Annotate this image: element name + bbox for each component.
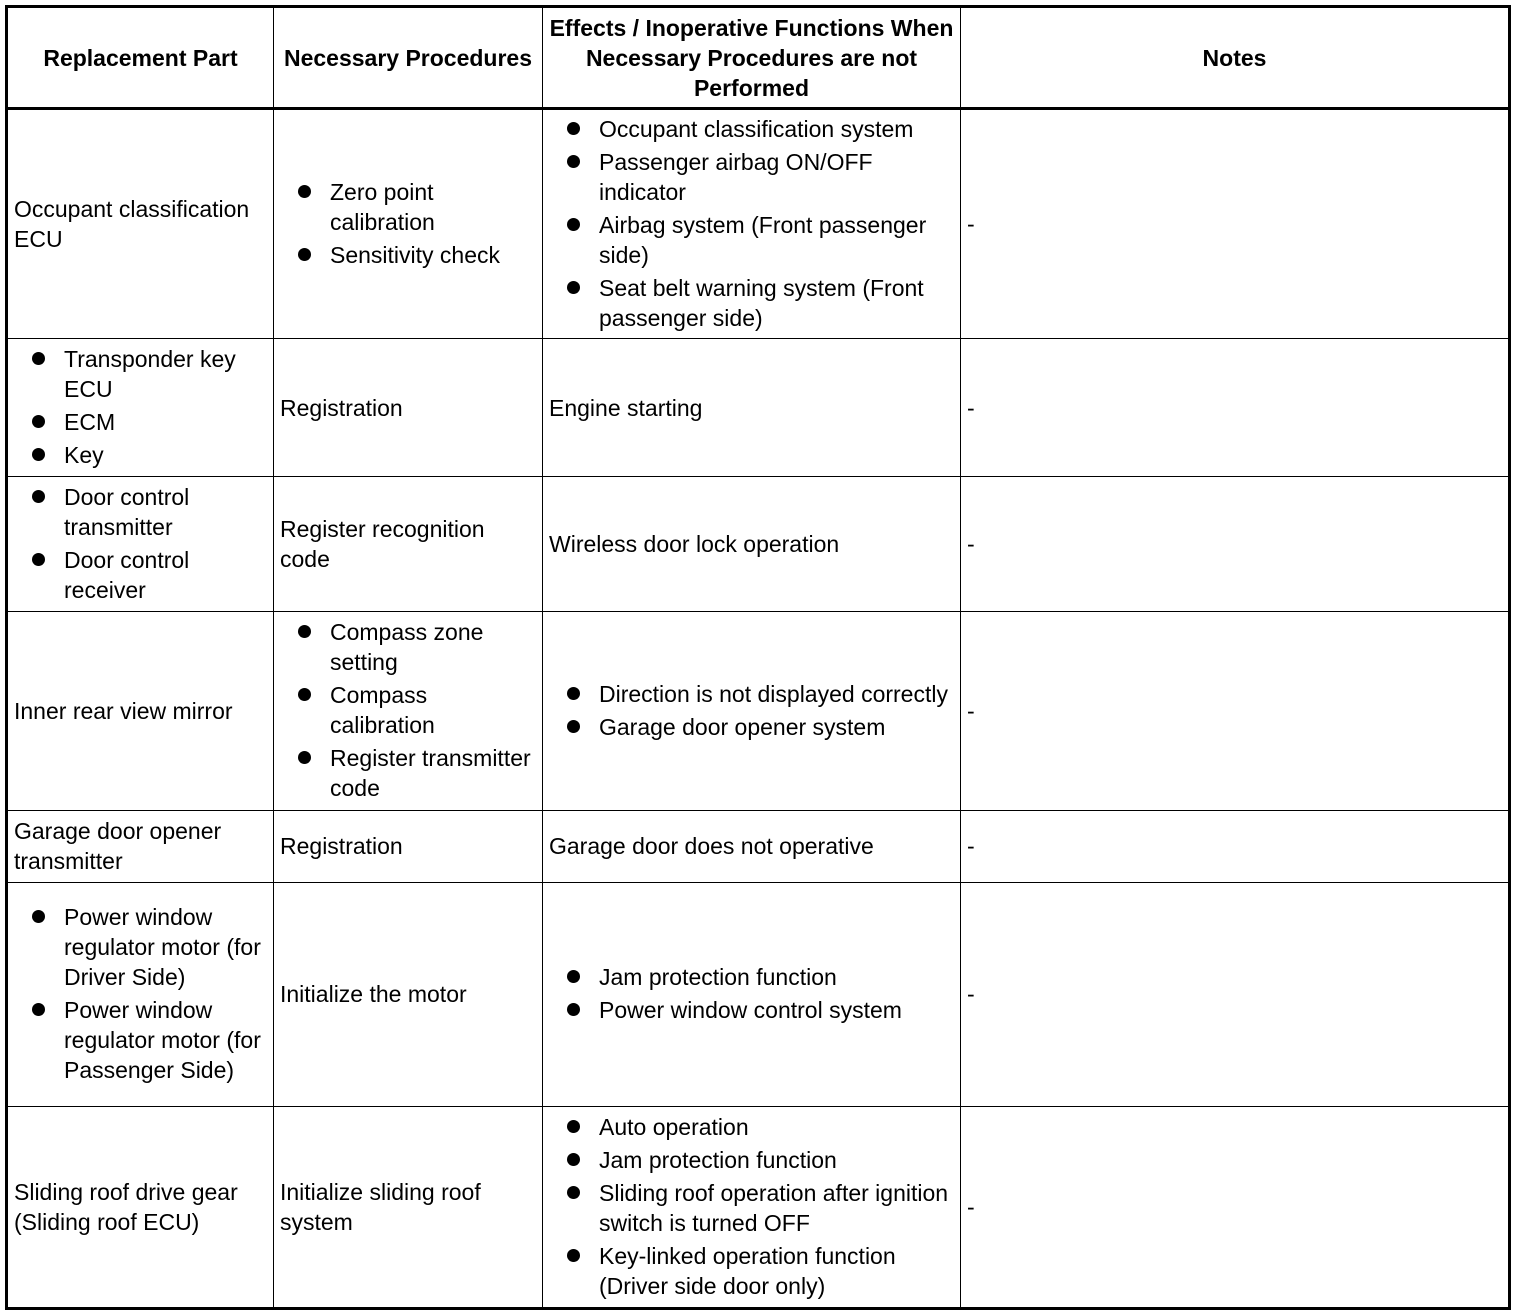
effect-cell-list bbox=[549, 1112, 954, 1301]
header-row bbox=[7, 7, 1510, 109]
procedure-cell-text: Register recognition code bbox=[280, 516, 485, 573]
replacement-part-cell bbox=[7, 882, 274, 1106]
procedure-cell-list bbox=[280, 177, 536, 270]
list-item: Transponder key ECU bbox=[14, 344, 267, 404]
list-item: Sensitivity check bbox=[280, 240, 536, 270]
replacement-part-cell bbox=[7, 339, 274, 477]
effect-cell-list bbox=[549, 962, 954, 1025]
effect-cell-list bbox=[549, 679, 954, 742]
header-replacement-part: Replacement Part bbox=[7, 7, 274, 109]
replacement-part-cell-list bbox=[14, 902, 267, 1085]
effect-cell bbox=[543, 1106, 961, 1308]
notes-cell-text: - bbox=[967, 211, 975, 238]
procedure-cell-text: Registration bbox=[280, 394, 403, 421]
list-item: Compass calibration bbox=[280, 680, 536, 740]
replacement-part-cell-list bbox=[14, 344, 267, 470]
replacement-part-cell bbox=[7, 109, 274, 339]
replacement-part-cell bbox=[7, 810, 274, 882]
list-item: Auto operation bbox=[549, 1112, 954, 1142]
effect-cell bbox=[543, 612, 961, 810]
list-item: Power window regulator motor (for Driver Side) bbox=[14, 902, 267, 992]
replacement-part-cell bbox=[7, 612, 274, 810]
notes-cell bbox=[961, 612, 1510, 810]
procedure-cell bbox=[274, 339, 543, 477]
notes-cell-text: - bbox=[967, 981, 975, 1008]
list-item: Door control transmitter bbox=[14, 482, 267, 542]
replacement-part-cell-list bbox=[14, 482, 267, 605]
procedure-cell bbox=[274, 612, 543, 810]
list-item: Register transmitter code bbox=[280, 743, 536, 803]
list-item: Power window regulator motor (for Passenger Side) bbox=[14, 995, 267, 1085]
list-item: ECM bbox=[14, 407, 267, 437]
list-item: Direction is not displayed correctly bbox=[549, 679, 954, 709]
effect-cell bbox=[543, 477, 961, 612]
list-item: Power window control system bbox=[549, 995, 954, 1025]
replacement-part-cell bbox=[7, 1106, 274, 1308]
table-row bbox=[7, 612, 1510, 810]
notes-cell bbox=[961, 477, 1510, 612]
notes-cell bbox=[961, 1106, 1510, 1308]
procedure-cell bbox=[274, 810, 543, 882]
notes-cell bbox=[961, 109, 1510, 339]
replacement-part-cell bbox=[7, 477, 274, 612]
replacement-part-cell-text: Inner rear view mirror bbox=[14, 697, 233, 724]
list-item: Door control receiver bbox=[14, 545, 267, 605]
table-row bbox=[7, 810, 1510, 882]
procedure-cell bbox=[274, 477, 543, 612]
list-item: Seat belt warning system (Front passenger side) bbox=[549, 273, 954, 333]
procedure-cell-text: Initialize sliding roof system bbox=[280, 1178, 481, 1235]
header-effects: Effects / Inoperative Functions When Necessary Procedures are not Performed bbox=[543, 7, 961, 109]
notes-cell-text: - bbox=[967, 531, 975, 558]
effect-cell bbox=[543, 882, 961, 1106]
procedure-cell-list bbox=[280, 617, 536, 803]
list-item: Passenger airbag ON/OFF indicator bbox=[549, 147, 954, 207]
list-item: Garage door opener system bbox=[549, 712, 954, 742]
notes-cell-text: - bbox=[967, 697, 975, 724]
replacement-part-cell-text: Garage door opener transmitter bbox=[14, 818, 222, 875]
list-item: Airbag system (Front passenger side) bbox=[549, 210, 954, 270]
procedure-cell-text: Initialize the motor bbox=[280, 981, 467, 1008]
procedure-cell bbox=[274, 1106, 543, 1308]
procedure-cell-text: Registration bbox=[280, 833, 403, 860]
header-necessary-procedures: Necessary Procedures bbox=[274, 7, 543, 109]
notes-cell-text: - bbox=[967, 1193, 975, 1220]
list-item: Occupant classification system bbox=[549, 114, 954, 144]
table-row bbox=[7, 109, 1510, 339]
table-row bbox=[7, 1106, 1510, 1308]
effect-cell-text: Garage door does not operative bbox=[549, 833, 874, 860]
replacement-part-cell-text: Sliding roof drive gear (Sliding roof ECU) bbox=[14, 1178, 238, 1235]
list-item: Jam protection function bbox=[549, 962, 954, 992]
effect-cell-text: Engine starting bbox=[549, 394, 703, 421]
list-item: Key-linked operation function (Driver side door only) bbox=[549, 1241, 954, 1301]
list-item: Sliding roof operation after ignition switch is turned OFF bbox=[549, 1178, 954, 1238]
notes-cell-text: - bbox=[967, 833, 975, 860]
list-item: Zero point calibration bbox=[280, 177, 536, 237]
list-item: Key bbox=[14, 440, 267, 470]
notes-cell bbox=[961, 810, 1510, 882]
replacement-part-cell-text: Occupant classification ECU bbox=[14, 196, 250, 253]
procedures-table bbox=[5, 5, 1511, 1310]
notes-cell bbox=[961, 339, 1510, 477]
table-row bbox=[7, 882, 1510, 1106]
procedure-cell bbox=[274, 109, 543, 339]
effect-cell bbox=[543, 109, 961, 339]
notes-cell bbox=[961, 882, 1510, 1106]
header-notes: Notes bbox=[961, 7, 1510, 109]
list-item: Compass zone setting bbox=[280, 617, 536, 677]
effect-cell bbox=[543, 339, 961, 477]
procedure-cell bbox=[274, 882, 543, 1106]
list-item: Jam protection function bbox=[549, 1145, 954, 1175]
effect-cell-text: Wireless door lock operation bbox=[549, 531, 840, 558]
effect-cell-list bbox=[549, 114, 954, 333]
table-row bbox=[7, 477, 1510, 612]
table-row bbox=[7, 339, 1510, 477]
effect-cell bbox=[543, 810, 961, 882]
notes-cell-text: - bbox=[967, 394, 975, 421]
